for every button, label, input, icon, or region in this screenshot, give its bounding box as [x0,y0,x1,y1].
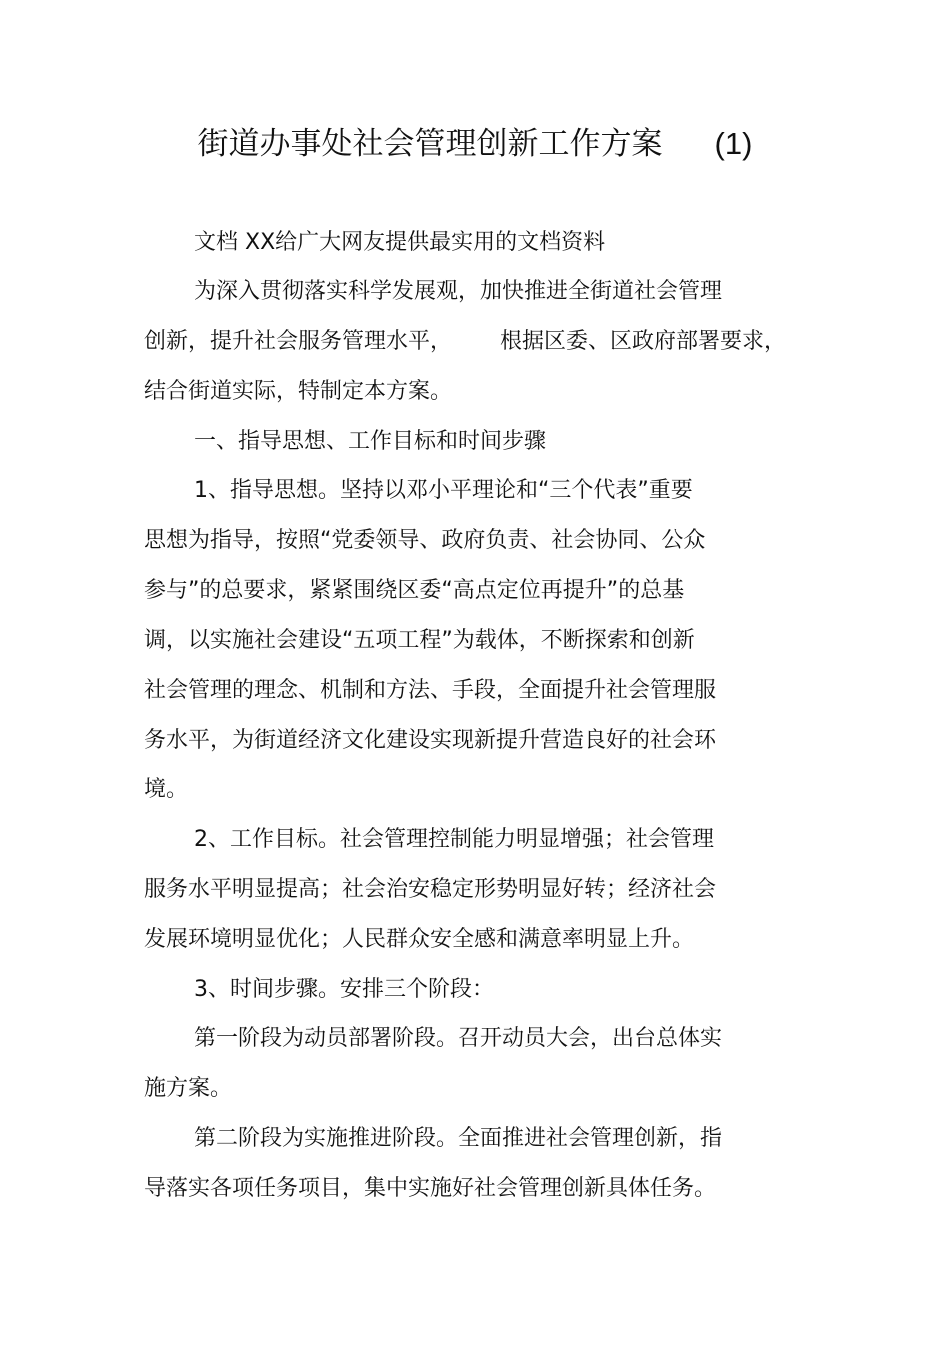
paragraph-line: 结合街道实际，特制定本方案。 [144,379,453,404]
paragraph-line-part: 根据区委、区政府部署要求， [500,329,787,354]
paragraph-line: 服务水平明显提高；社会治安稳定形势明显好转；经济社会 [144,877,717,902]
paragraph-line: 第二阶段为实施推进阶段。全面推进社会管理创新，指 [194,1126,723,1151]
paragraph-line: 发展环境明显优化；人民群众安全感和满意率明显上升。 [144,927,695,952]
paragraph-line: 施方案。 [144,1076,233,1101]
paragraph-line: 社会管理的理念、机制和方法、手段，全面提升社会管理服 [144,678,717,703]
section-heading: 一、指导思想、工作目标和时间步骤 [194,429,547,454]
paragraph-line: 导落实各项任务项目，集中实施好社会管理创新具体任务。 [144,1176,717,1201]
paragraph-line: 务水平，为街道经济文化建设实现新提升营造良好的社会环 [144,728,717,753]
document-title-text: 街道办事处社会管理创新工作方案 [197,126,663,162]
paragraph-line: 思想为指导，按照“党委领导、政府负责、社会协同、公众 [144,528,706,553]
paragraph-line: 调，以实施社会建设“五项工程”为载体，不断探索和创新 [144,628,695,653]
paragraph-line [144,325,786,359]
paragraph-line: 1、指导思想。坚持以邓小平理论和“三个代表”重要 [194,478,693,503]
document-title-number: (1) [714,126,753,161]
document-title [0,122,950,166]
paragraph-line: 为深入贯彻落实科学发展观，加快推进全街道社会管理 [194,279,723,304]
paragraph-line: 境。 [144,777,189,802]
paragraph-source-line: 文档 XX给广大网友提供最实用的文档资料 [194,230,606,255]
paragraph-line: 3、时间步骤。安排三个阶段： [194,977,494,1002]
paragraph-line-part: 创新，提升社会服务管理水平， [144,329,453,354]
paragraph-line: 第一阶段为动员部署阶段。召开动员大会，出台总体实 [194,1026,723,1051]
paragraph-line: 参与”的总要求，紧紧围绕区委“高点定位再提升”的总基 [144,578,685,603]
paragraph-line: 2、工作目标。社会管理控制能力明显增强；社会管理 [194,827,714,852]
